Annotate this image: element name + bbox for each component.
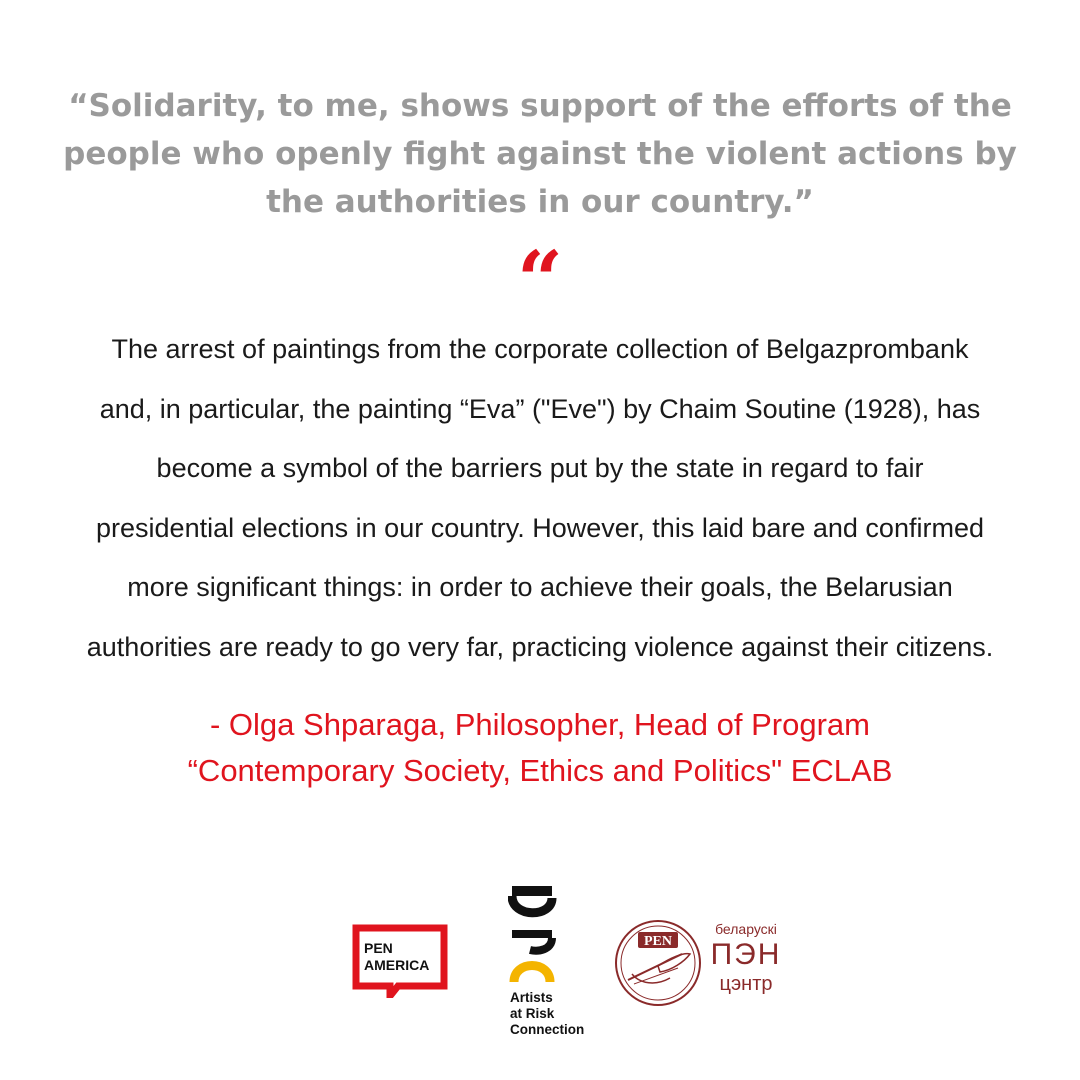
- pen-america-logo: [352, 924, 448, 998]
- belarusian-pen-logo: [612, 918, 782, 1008]
- pen-america-word2: AMERICA: [364, 957, 430, 973]
- attribution-line: - Olga Shparaga, Philosopher, Head of Program: [210, 707, 870, 742]
- pull-quote-line: the authorities in our country.”: [266, 184, 814, 220]
- body-text: [60, 320, 1020, 677]
- body-line: presidential elections in our country. However, this laid bare and confirmed: [96, 512, 984, 543]
- arc-line: at Risk: [510, 1006, 555, 1021]
- pull-quote-line: “Solidarity, to me, shows support of the efforts of the: [68, 88, 1012, 124]
- body-line: become a symbol of the barriers put by the state in regard to fair: [156, 453, 924, 483]
- attribution-line: “Contemporary Society, Ethics and Politics" ECLAB: [187, 753, 893, 788]
- arc-mark-icon: [508, 884, 568, 988]
- attribution: [40, 702, 1040, 794]
- bpen-bottom-word: цэнтр: [719, 973, 773, 995]
- bpen-mid-word: ПЭН: [710, 938, 782, 971]
- belarusian-pen-wordmark: [710, 920, 782, 996]
- body-line: and, in particular, the painting “Eva” ("Eve") by Chaim Soutine (1928), has: [99, 393, 981, 424]
- arc-wordmark: [510, 990, 584, 1038]
- arc-line: Connection: [510, 1022, 585, 1037]
- pen-america-speech-bubble-icon: [352, 924, 448, 998]
- arc-logo: [500, 884, 610, 1044]
- pull-quote-line: people who openly fight against the violent actions by: [63, 136, 1017, 172]
- pull-quote: [40, 82, 1040, 226]
- bpen-top-word: беларускі: [715, 921, 777, 937]
- arc-line: Artists: [510, 990, 553, 1005]
- body-line: more significant things: in order to achieve their goals, the Belarusian: [127, 572, 953, 602]
- quote-mark-icon: “: [516, 233, 563, 327]
- body-line: authorities are ready to go very far, practicing violence against their citizens.: [86, 631, 994, 662]
- pen-seal-icon: [612, 918, 704, 1008]
- pen-america-word1: PEN: [364, 940, 393, 956]
- pen-seal-badge: PEN: [644, 934, 672, 949]
- body-line: The arrest of paintings from the corporate collection of Belgazprombank: [111, 334, 969, 364]
